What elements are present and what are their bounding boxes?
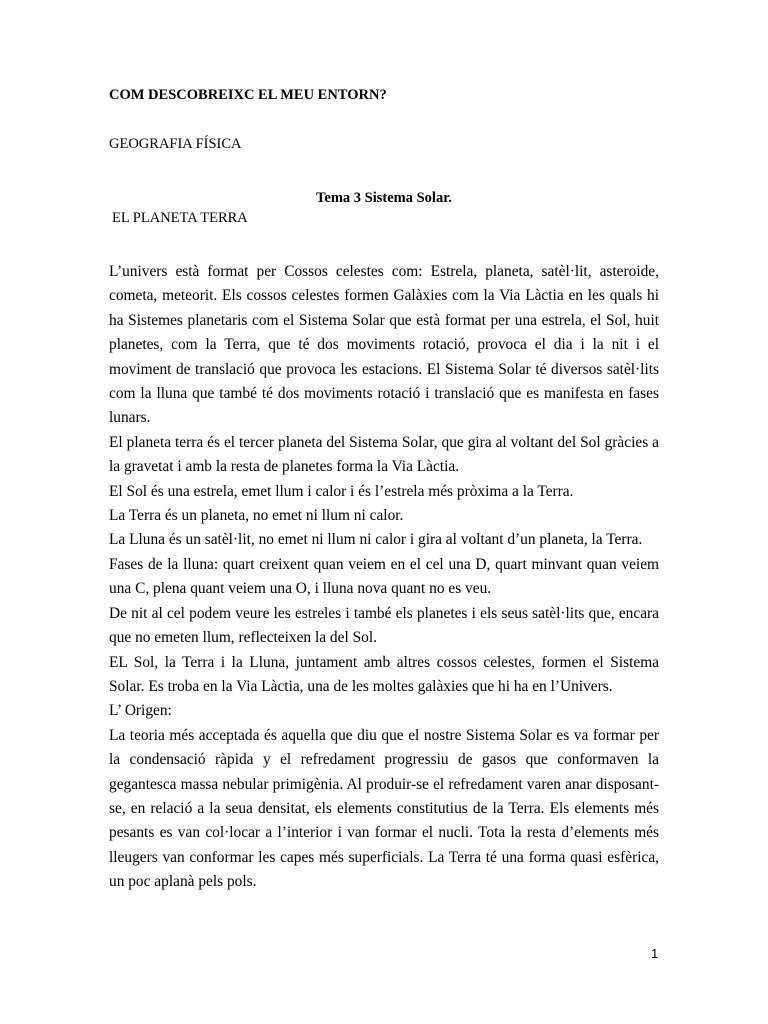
document-page [109, 0, 659, 1024]
paragraph-origin: La teoria més acceptada és aquella que diu que el nostre Sistema Solar es va formar per la condensació ràpida y el refredament progressiu de gasos que conformaven la gegantesca massa nebular primigènia. Al produir-se el refredament varen anar disposant-se, en relació a la seua densitat, els elements constitutius de la Terra. Els elements més pesants es van col·locar a l’interior i van formar el nucli. Tota la resta d’elements més lleugers van conformar les capes més superficials. La Terra té una forma quasi esfèrica, un poc aplanà pels pols. [109, 726, 659, 891]
paragraph-sun: El Sol és una estrela, emet llum i calor i és l’estrela més pròxima a la Terra. [109, 482, 574, 500]
paragraph-night-sky: De nit al cel podem veure les estreles i també els planetes i els seus satèl·lits que, encara que no emeten llum, reflecteixen la del Sol. [109, 604, 659, 647]
subject-heading: GEOGRAFIA FÍSICA [109, 136, 242, 152]
paragraph-origin-heading: L’ Origen: [109, 702, 172, 720]
paragraph-solar-system: EL Sol, la Terra i la Lluna, juntament amb altres cossos celestes, formen el Sistema Solar. Es troba en la Via Làctia, una de les moltes galàxies que hi ha en l’Univers. [109, 653, 659, 695]
document-title: COM DESCOBREIXC EL MEU ENTORN? [109, 87, 387, 103]
document-body [109, 260, 659, 895]
paragraph-universe: L’univers està format per Cossos celestes com: Estrela, planeta, satèl·lit, asteroide, cometa, meteorit. Els cossos celestes formen Galàxies com la Via Làctia en les quals hi ha Sistemes planetaris com el Sistema Solar que està format per una estrela, el Sol, huit planetes, com la Terra, que té dos moviments rotació, provoca el dia i la nit i el moviment de translació que provoca les estacions. El Sistema Solar té diversos satèl·lits com la lluna que també té dos moviments rotació i translació que es manifesta en fases lunars. [109, 263, 659, 427]
paragraph-moon: La Lluna és un satèl·lit, no emet ni llum ni calor i gira al voltant d’un planeta, la Terra. [109, 531, 643, 549]
section-heading: EL PLANETA TERRA [112, 210, 248, 226]
paragraph-earth-planet: El planeta terra és el tercer planeta del Sistema Solar, que gira al voltant del Sol gràcies a la gravetat i amb la resta de planetes forma la Via Làctia. [109, 433, 659, 476]
page-number: 1 [651, 946, 659, 961]
paragraph-earth: La Terra és un planeta, no emet ni llum ni calor. [109, 507, 404, 525]
paragraph-moon-phases: Fases de la lluna: quart creixent quan veiem en el cel una D, quart minvant quan veiem una C, plena quant veiem una O, i lluna nova quant no es veu. [109, 555, 659, 598]
topic-heading: Tema 3 Sistema Solar. [316, 190, 452, 206]
